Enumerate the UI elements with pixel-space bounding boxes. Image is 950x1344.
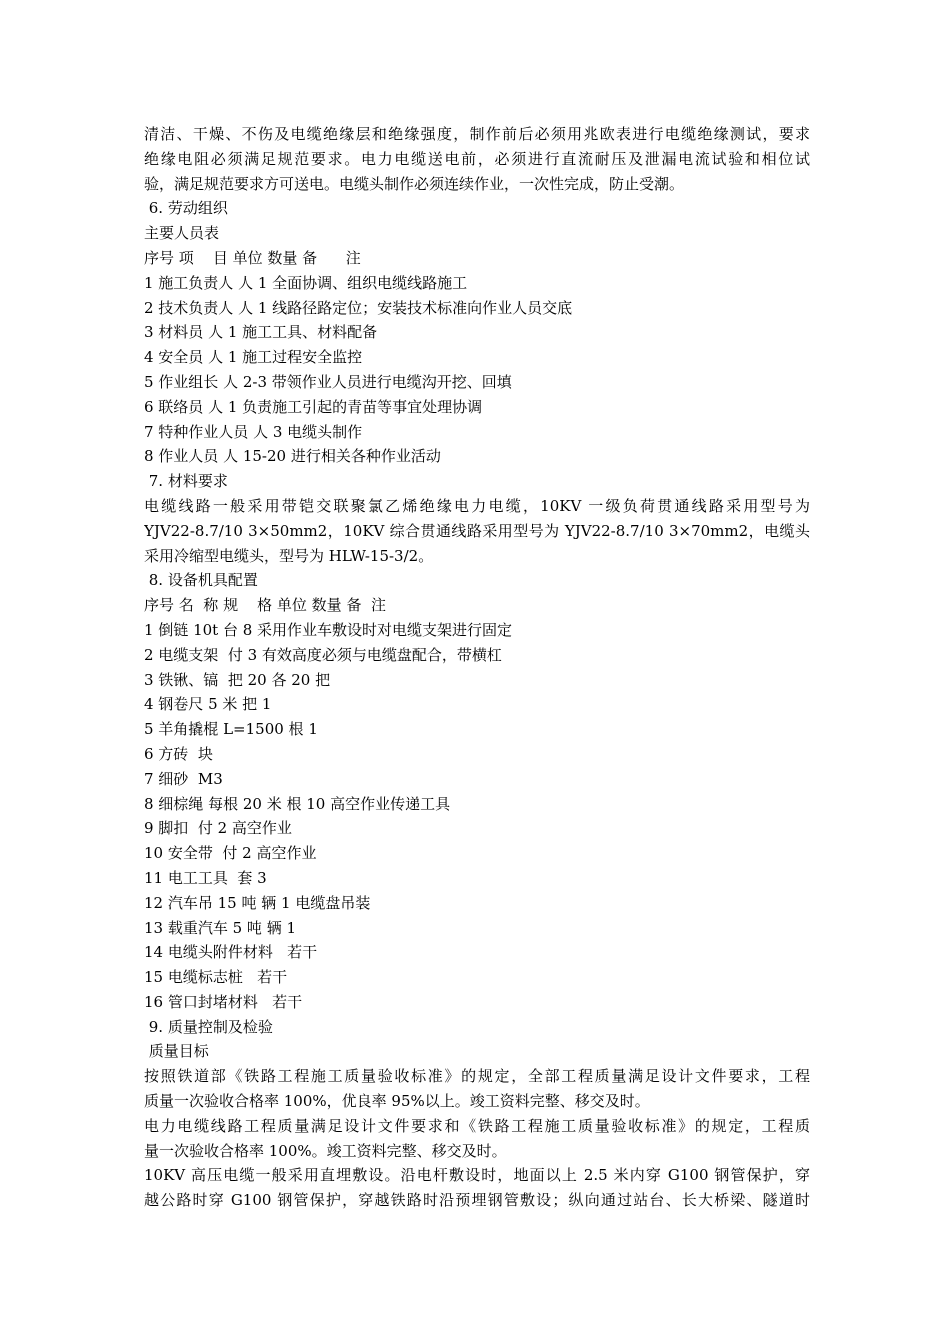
table-row: 5 羊角撬棍 L=1500 根 1 [144, 720, 318, 739]
table-row: 9 脚扣 付 2 高空作业 [144, 819, 292, 838]
text-line: 10KV 高压电缆一般采用直埋敷设。沿电杆敷设时，地面以上 2.5 米内穿 G100 钢管保护，穿 [144, 1166, 810, 1185]
text-line: 量一次验收合格率 100%。竣工资料完整、移交及时。 [144, 1141, 507, 1160]
text-line: 清洁、干燥、不伤及电缆绝缘层和绝缘强度，制作前后必须用兆欧表进行电缆绝缘测试，要求 [144, 125, 810, 143]
text-line: 采用冷缩型电缆头，型号为 HLW-15-3/2。 [144, 546, 434, 565]
table-row: 3 铁锹、镐 把 20 各 20 把 [144, 670, 331, 689]
text-line: 按照铁道部《铁路工程施工质量验收标准》的规定，全部工程质量满足设计文件要求，工程 [144, 1067, 810, 1086]
text-line: 电力电缆线路工程质量满足设计文件要求和《铁路工程施工质量验收标准》的规定，工程质 [144, 1116, 810, 1135]
section-heading-labor: 6. 劳动组织 [144, 199, 228, 218]
table-row: 15 电缆标志桩 若干 [144, 968, 288, 987]
table-row: 7 特种作业人员 人 3 电缆头制作 [144, 422, 363, 441]
text-line: 质量一次验收合格率 100%，优良率 95%以上。竣工资料完整、移交及时。 [144, 1092, 650, 1111]
table-header-equipment: 序号 名 称 规 格 单位 数量 备 注 [144, 596, 386, 615]
table-row: 7 细砂 M3 [144, 769, 223, 788]
table-row: 16 管口封堵材料 若干 [144, 992, 303, 1011]
section-heading-equipment: 8. 设备机具配置 [144, 571, 258, 590]
table-row: 14 电缆头附件材料 若干 [144, 943, 318, 962]
table-row: 11 电工工具 套 3 [144, 868, 267, 887]
text-line: 电缆线路一般采用带铠交联聚氯乙烯绝缘电力电缆，10KV 一级负荷贯通线路采用型号为 [144, 496, 810, 515]
table-row: 3 材料员 人 1 施工工具、材料配备 [144, 323, 378, 342]
table-row: 2 电缆支架 付 3 有效高度必须与电缆盘配合，带横杠 [144, 645, 502, 664]
table-row: 4 安全员 人 1 施工过程安全监控 [144, 348, 363, 367]
document-body [144, 122, 810, 1213]
table-row: 6 联络员 人 1 负责施工引起的青苗等事宜处理协调 [144, 397, 483, 416]
table-row: 2 技术负责人 人 1 线路径路定位；安装技术标准向作业人员交底 [144, 298, 573, 317]
table-row: 4 钢卷尺 5 米 把 1 [144, 695, 272, 714]
text-line: 验，满足规范要求方可送电。电缆头制作必须连续作业，一次性完成，防止受潮。 [144, 174, 685, 193]
table-row: 6 方砖 块 [144, 744, 213, 763]
text-line: YJV22-8.7/10 3×50mm2，10KV 综合贯通线路采用型号为 YJV22-8.7/10 3×70mm2，电缆头 [144, 521, 810, 540]
subheading-quality-goal: 质量目标 [144, 1042, 209, 1061]
table-row: 8 细棕绳 每根 20 米 根 10 高空作业传递工具 [144, 794, 451, 813]
table-header-personnel: 序号 项 目 单位 数量 备 注 [144, 248, 361, 267]
table-title-personnel: 主要人员表 [144, 224, 220, 243]
text-line: 绝缘电阻必须满足规范要求。电力电缆送电前，必须进行直流耐压及泄漏电流试验和相位试 [144, 149, 810, 168]
text-line: 越公路时穿 G100 钢管保护，穿越铁路时沿预埋钢管敷设；纵向通过站台、长大桥梁、隧道时 [144, 1191, 810, 1210]
section-heading-materials: 7. 材料要求 [144, 472, 228, 491]
section-heading-quality: 9. 质量控制及检验 [144, 1017, 273, 1036]
table-row: 8 作业人员 人 15-20 进行相关各种作业活动 [144, 447, 441, 466]
table-row: 1 施工负责人 人 1 全面协调、组织电缆线路施工 [144, 273, 468, 292]
table-row: 5 作业组长 人 2-3 带领作业人员进行电缆沟开挖、回填 [144, 372, 512, 391]
table-row: 13 载重汽车 5 吨 辆 1 [144, 918, 297, 937]
table-row: 12 汽车吊 15 吨 辆 1 电缆盘吊装 [144, 893, 371, 912]
table-row: 10 安全带 付 2 高空作业 [144, 844, 317, 863]
table-row: 1 倒链 10t 台 8 采用作业车敷设时对电缆支架进行固定 [144, 620, 513, 639]
